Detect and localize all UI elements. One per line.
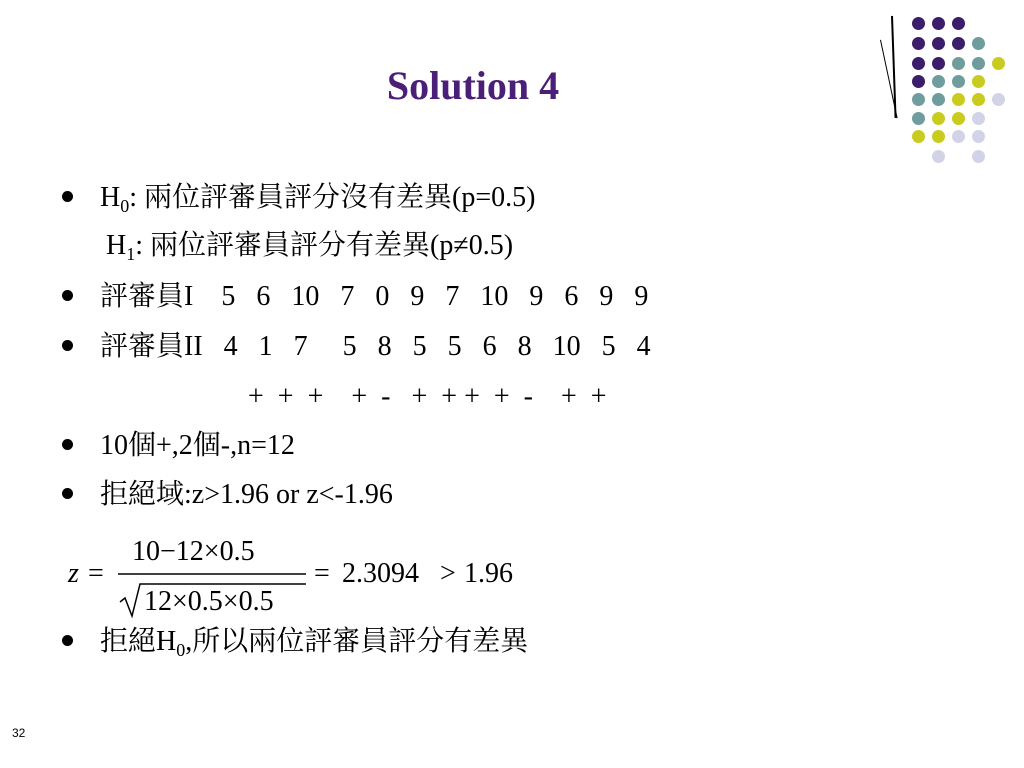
formula-equals: = bbox=[314, 558, 330, 589]
formula-denominator: 12×0.5×0.5 bbox=[144, 586, 274, 617]
slide-title: Solution 4 bbox=[386, 63, 560, 108]
formula-bound: 1.96 bbox=[464, 558, 513, 589]
decorative-dot bbox=[952, 112, 965, 125]
decorative-dot bbox=[932, 57, 945, 70]
judge-1-scores: 評審員I 5 6 10 7 0 9 7 10 9 6 9 9 bbox=[100, 281, 649, 312]
bullet-conclusion bbox=[62, 626, 529, 712]
decorative-dot bbox=[932, 112, 945, 125]
decorative-dot bbox=[952, 130, 965, 143]
decorative-dot bbox=[972, 75, 985, 88]
sign-counts: 10個+,2個-,n=12 bbox=[100, 430, 295, 461]
decorative-dot bbox=[932, 130, 945, 143]
decorative-dot bbox=[912, 112, 925, 125]
hypothesis-h1: $H_1$: 兩位評審員評分有差異(p≠0.5) bbox=[106, 230, 514, 264]
decorative-dot bbox=[972, 130, 985, 143]
formula-numerator: 10−12×0.5 bbox=[132, 536, 255, 567]
decorative-dot bbox=[992, 57, 1005, 70]
formula-result: 2.3094 bbox=[342, 558, 419, 589]
decorative-dot bbox=[952, 93, 965, 106]
sign-row: + + + + - + + + + - + + bbox=[248, 381, 607, 412]
decorative-dot bbox=[972, 37, 985, 50]
decorative-dot bbox=[912, 57, 925, 70]
decorative-dot bbox=[972, 93, 985, 106]
decorative-dot-grid bbox=[0, 0, 1024, 170]
z-statistic-formula bbox=[66, 532, 536, 620]
conclusion: 拒絕$H_0$,所以兩位評審員評分有差異 bbox=[100, 626, 529, 660]
bullet-dot bbox=[62, 191, 73, 202]
bullet-dot bbox=[62, 439, 73, 450]
decorative-dot bbox=[972, 57, 985, 70]
formula-greater-than: > bbox=[440, 558, 456, 589]
judge-2-scores: 評審員II 4 1 7 5 8 5 5 6 8 10 5 4 bbox=[100, 331, 651, 362]
decorative-dot bbox=[932, 93, 945, 106]
decorative-dot bbox=[932, 150, 945, 163]
decorative-dot bbox=[972, 112, 985, 125]
page-number: 32 bbox=[12, 726, 26, 740]
formula-equals: = bbox=[88, 558, 104, 589]
decorative-dot bbox=[932, 75, 945, 88]
hypothesis-h0: $H_0$: 兩位評審員評分沒有差異(p=0.5) bbox=[100, 182, 536, 216]
formula-z: z bbox=[68, 558, 79, 589]
decorative-dot bbox=[932, 37, 945, 50]
rejection-region: 拒絕域:z>1.96 or z<-1.96 bbox=[100, 479, 393, 510]
decorative-dot bbox=[952, 17, 965, 30]
bullet-dot bbox=[62, 340, 73, 351]
decorative-dot bbox=[912, 37, 925, 50]
decorative-dot bbox=[912, 93, 925, 106]
bullet-dot bbox=[62, 635, 73, 646]
decorative-dot bbox=[912, 75, 925, 88]
bullet-judge-2 bbox=[62, 331, 651, 417]
decorative-dot bbox=[912, 17, 925, 30]
decorative-dot bbox=[952, 57, 965, 70]
bullet-dot bbox=[62, 290, 73, 301]
decorative-dot bbox=[952, 37, 965, 50]
decorative-dot bbox=[912, 130, 925, 143]
decorative-dot bbox=[952, 75, 965, 88]
decorative-dot bbox=[932, 17, 945, 30]
decorative-dot bbox=[992, 93, 1005, 106]
decorative-dot bbox=[972, 150, 985, 163]
bullet-dot bbox=[62, 488, 73, 499]
